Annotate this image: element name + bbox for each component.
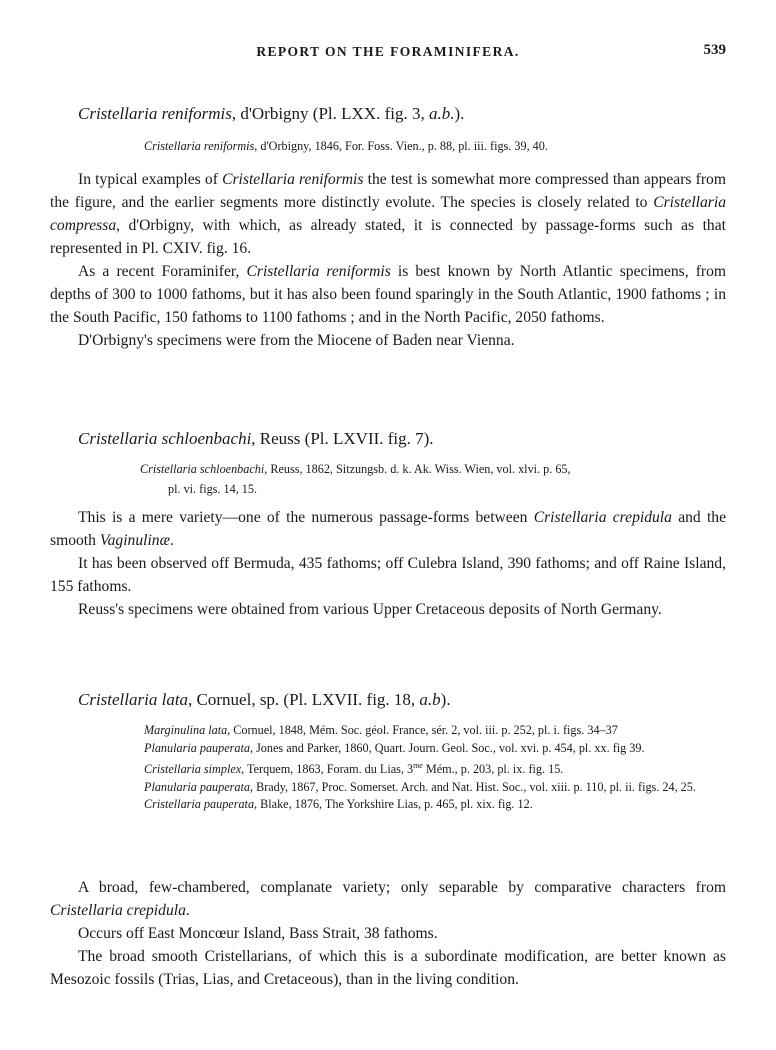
- reference-line: Cristellaria reniformis, d'Orbigny, 1846, For. Foss. Vien., p. 88, pl. iii. figs. 39, 40.: [144, 139, 548, 153]
- synonym-entry: Planularia pauperata, Jones and Parker, 1860, Quart. Journ. Geol. Soc., vol. xvi. p. 454, pl. xx. fig 39.: [144, 740, 645, 755]
- species-heading-schloenbachi: Cristellaria schloenbachi, Reuss (Pl. LXVII. fig. 7).: [78, 429, 434, 448]
- paragraph: In typical examples of Cristellaria reniformis the test is somewhat more compressed than appears from the figure, and the earlier segments more distinctly evolute. The species is closely related to Cristellaria compressa, d'Orbigny, with which, as already stated, it is connected by passage-forms such as that represented in Pl. CXIV. fig. 16.: [50, 171, 726, 257]
- paragraph: D'Orbigny's specimens were from the Miocene of Baden near Vienna.: [78, 332, 515, 349]
- species-name: Cristellaria reniformis: [78, 104, 232, 123]
- paragraph: The broad smooth Cristellarians, of which this is a subordinate modification, are better known as Mesozoic fossils (Trias, Lias, and Cretaceous), than in the living condition.: [50, 948, 726, 988]
- synonymy-list: [144, 722, 729, 814]
- paragraph: A broad, few-chambered, complanate variety; only separable by comparative characters from Cristellaria crepidula.: [50, 879, 726, 919]
- reference-line: Cristellaria schloenbachi, Reuss, 1862, Sitzungsb. d. k. Ak. Wiss. Wien, vol. xlvi. p. 65,: [140, 462, 571, 476]
- paragraph: As a recent Foraminifer, Cristellaria reniformis is best known by North Atlantic specimens, from depths of 300 to 1000 fathoms, but it has also been found sparingly in the South Atlantic, 1900 fathoms ; in the South Pacific, 150 fathoms to 1100 fathoms ; and in the North Pacific, 2050 fathoms.: [50, 263, 726, 326]
- section-body-reniformis: [50, 168, 726, 352]
- species-heading-lata: Cristellaria lata, Cornuel, sp. (Pl. LXVII. fig. 18, a.b).: [78, 690, 451, 709]
- paragraph: It has been observed off Bermuda, 435 fathoms; off Culebra Island, 390 fathoms; and off Raine Island, 155 fathoms.: [50, 555, 726, 595]
- synonym-entry: Planularia pauperata, Brady, 1867, Proc. Somerset. Arch. and Nat. Hist. Soc., vol. xiii. p. 110, pl. ii. figs. 24, 25.: [144, 779, 696, 794]
- synonym-entry: Cristellaria simplex, Terquem, 1863, Foram. du Lias, $3^{me}$ Mém., p. 203, pl. ix. fig. 15.: [144, 761, 564, 777]
- species-name: Cristellaria schloenbachi: [78, 429, 252, 448]
- reference-line-continuation: pl. vi. figs. 14, 15.: [168, 482, 258, 496]
- species-name: Cristellaria lata: [78, 690, 189, 709]
- species-heading-reniformis: Cristellaria reniformis, d'Orbigny (Pl. LXX. fig. 3, a.b.).: [78, 104, 465, 123]
- paragraph: Occurs off East Moncœur Island, Bass Strait, 38 fathoms.: [78, 925, 438, 942]
- synonym-entry: Cristellaria pauperata, Blake, 1876, The Yorkshire Lias, p. 465, pl. xix. fig. 12.: [144, 797, 533, 812]
- synonym-entry: Marginulina lata, Cornuel, 1848, Mém. Soc. géol. France, sér. 2, vol. iii. p. 252, pl. i. figs. 34–37: [144, 723, 618, 737]
- paragraph: Reuss's specimens were obtained from various Upper Cretaceous deposits of North Germany.: [78, 601, 662, 618]
- section-body-schloenbachi: [50, 506, 726, 621]
- section-body-lata: [50, 876, 726, 991]
- page-number: 539: [703, 42, 726, 58]
- paragraph: This is a mere variety—one of the numerous passage-forms between Cristellaria crepidula and the smooth Vaginulinæ.: [50, 509, 727, 549]
- running-head: REPORT ON THE FORAMINIFERA.: [256, 44, 520, 59]
